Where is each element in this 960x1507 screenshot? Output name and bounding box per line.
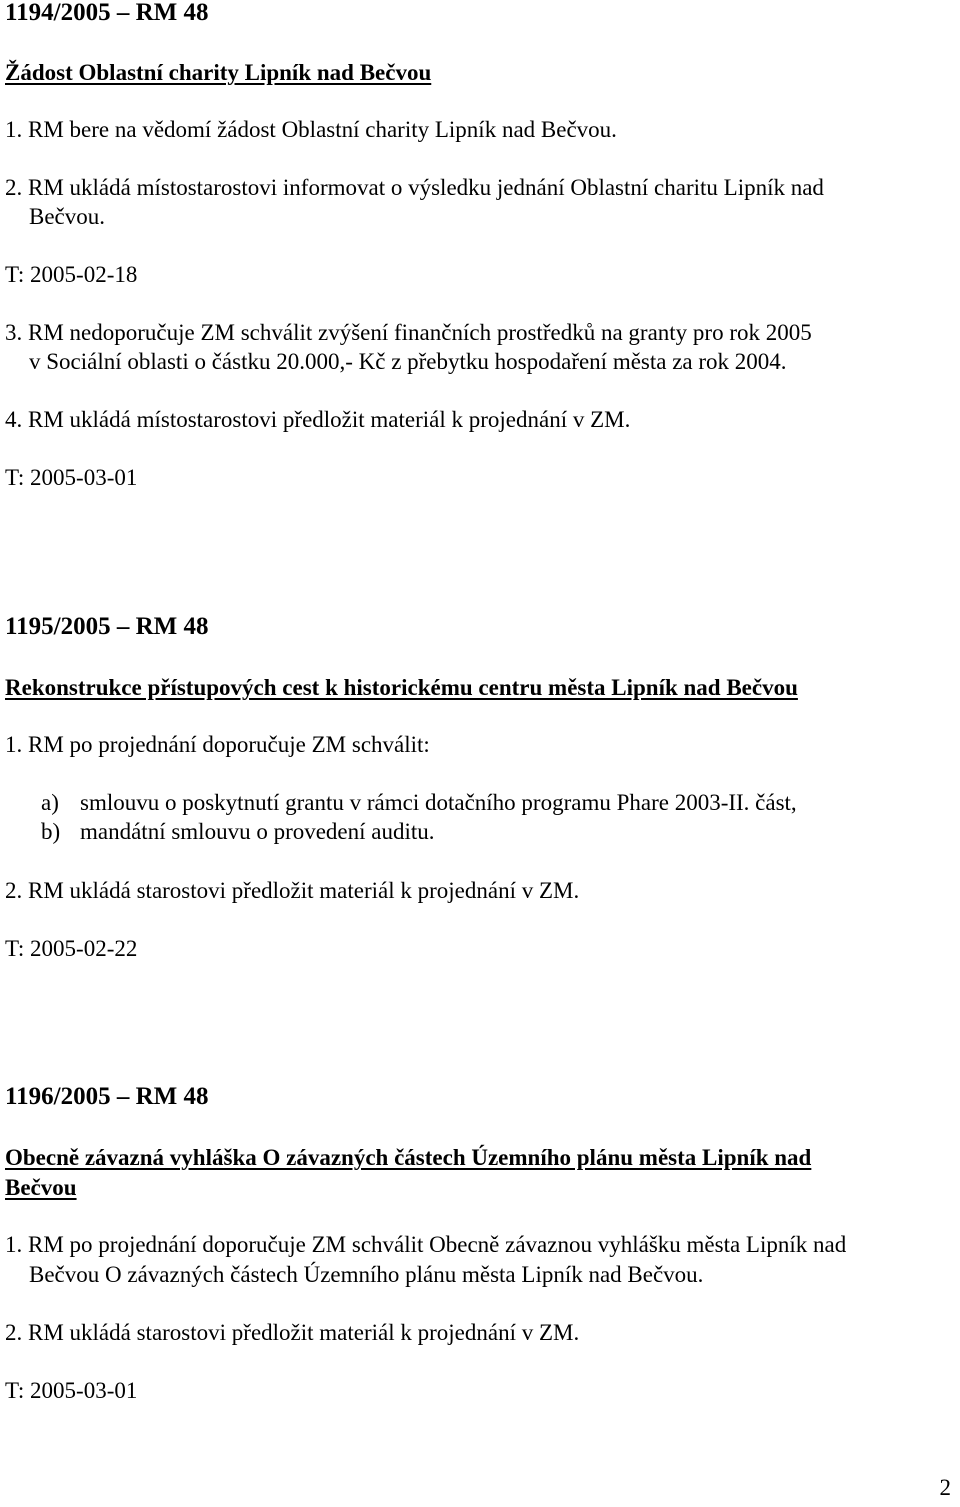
resolution-1195-item-1: 1. RM po projednání doporučuje ZM schválit: (5, 732, 430, 757)
resolution-1195-subject: Rekonstrukce přístupových cest k historickému centru města Lipník nad Bečvou (5, 675, 798, 700)
resolution-1194-subject: Žádost Oblastní charity Lipník nad Bečvou (5, 60, 432, 85)
resolution-1194-item-2-line-1: 2. RM ukládá místostarostovi informovat o výsledku jednání Oblastní charitu Lipník nad (5, 175, 824, 200)
resolution-1196-subject-line-2: Bečvou (5, 1175, 77, 1200)
resolution-1194-item-3-line-1: 3. RM nedoporučuje ZM schválit zvýšení finančních prostředků na granty pro rok 2005 (5, 320, 812, 345)
resolution-1195-heading: 1195/2005 – RM 48 (5, 613, 209, 640)
resolution-1195-subitem-b-marker: b) (41, 819, 61, 844)
resolution-1196-item-1-line-2: Bečvou O závazných částech Územního plánu města Lipník nad Bečvou. (29, 1262, 704, 1287)
resolution-1194-item-1: 1. RM bere na vědomí žádost Oblastní charity Lipník nad Bečvou. (5, 117, 617, 142)
resolution-1195-subitem-a-text: smlouvu o poskytnutí grantu v rámci dotačního programu Phare 2003-II. část, (80, 790, 797, 815)
page-number: 2 (939, 1475, 951, 1500)
resolution-1196-item-2: 2. RM ukládá starostovi předložit materiál k projednání v ZM. (5, 1320, 580, 1345)
resolution-1194-term-4: T: 2005-03-01 (5, 465, 138, 490)
resolution-1195-subitem-b-text: mandátní smlouvu o provedení auditu. (80, 819, 435, 844)
resolution-1196-item-1-line-1: 1. RM po projednání doporučuje ZM schválit Obecně závaznou vyhlášku města Lipník nad (5, 1232, 847, 1257)
resolution-1196-heading: 1196/2005 – RM 48 (5, 1083, 209, 1110)
resolution-1194-item-2-line-2: Bečvou. (29, 204, 106, 229)
resolution-1194-item-4: 4. RM ukládá místostarostovi předložit materiál k projednání v ZM. (5, 407, 631, 432)
resolution-1195-subitem-a-marker: a) (41, 790, 59, 815)
resolution-1194-item-3-line-2: v Sociální oblasti o částku 20.000,- Kč z přebytku hospodaření města za rok 2004. (29, 349, 787, 374)
resolution-1195-item-2: 2. RM ukládá starostovi předložit materiál k projednání v ZM. (5, 878, 580, 903)
resolution-1196-subject-line-1: Obecně závazná vyhláška O závazných částech Územního plánu města Lipník nad (5, 1145, 812, 1170)
resolution-1194-term-2: T: 2005-02-18 (5, 262, 138, 287)
resolution-1194-heading: 1194/2005 – RM 48 (5, 0, 209, 26)
resolution-1196-term-2: T: 2005-03-01 (5, 1378, 138, 1403)
resolution-1195-term-2: T: 2005-02-22 (5, 936, 138, 961)
